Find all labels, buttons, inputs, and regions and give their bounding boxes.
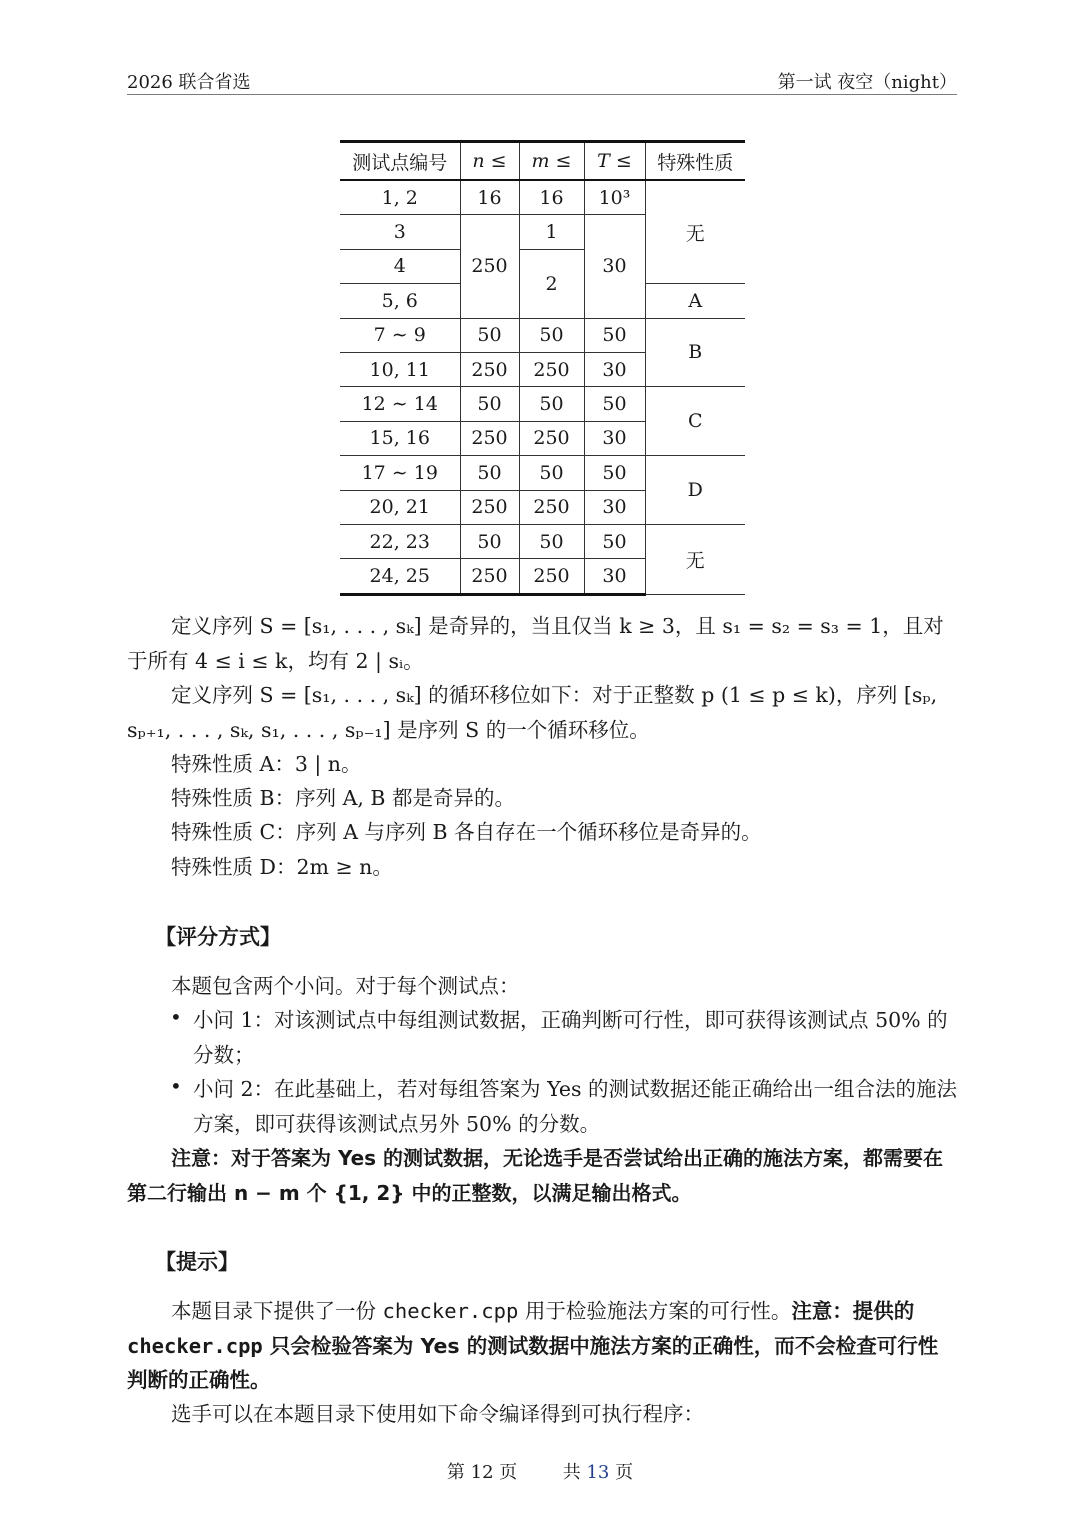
scoring-note: 注意：对于答案为 Yes 的测试数据，无论选手是否尝试给出正确的施法方案，都需要在第二行输出 n − m 个 {1, 2} 中的正整数，以满足输出格式。	[127, 1146, 944, 1205]
table-header-row	[340, 142, 745, 181]
hint-note: 只会检验答案为 Yes 的测试数据中施法方案的正确性，而不会检查可行性判断的正确性。	[127, 1333, 939, 1392]
table-cell: 7 ∼ 9	[340, 318, 460, 352]
table-header: 测试点编号	[340, 142, 460, 181]
scoring-item-1: 小问 1：对该测试点中每组测试数据，正确判断可行性，即可获得该测试点 50% 的分数；	[193, 1008, 948, 1067]
table-cell: 50	[519, 318, 584, 352]
checker-filename: checker.cpp	[127, 1333, 263, 1358]
table-cell: B	[645, 318, 745, 387]
table-cell: 30	[584, 421, 645, 455]
table-cell: 30	[584, 559, 645, 594]
table-cell: 50	[584, 524, 645, 558]
table-cell: 50	[460, 456, 519, 490]
table-cell: 250	[460, 215, 519, 318]
table-cell: 50	[584, 318, 645, 352]
header-right: 第一试 夜空（night）	[777, 72, 957, 93]
table-cell: 17 ∼ 19	[340, 456, 460, 490]
table-cell: 15, 16	[340, 421, 460, 455]
table-cell: 50	[584, 387, 645, 421]
table-cell: 50	[460, 387, 519, 421]
page-footer	[0, 1458, 1080, 1484]
definition-cyclic-shift: 定义序列 S = [s₁, . . . , sₖ] 的循环移位如下：对于正整数 p (1 ≤ p ≤ k)，序列 [sₚ, sₚ₊₁, . . . , sₖ, s₁, . . . , sₚ₋₁] 是序列 S 的一个循环移位。	[127, 683, 938, 742]
table-cell: 16	[519, 180, 584, 215]
property-d: 特殊性质 D：2m ≥ n。	[171, 855, 393, 879]
page-header	[127, 66, 957, 95]
scoring-item-2: 小问 2：在此基础上，若对每组答案为 Yes 的测试数据还能正确给出一组合法的施法方案，即可获得该测试点另外 50% 的分数。	[193, 1077, 957, 1136]
property-a: 特殊性质 A：3 | n。	[171, 752, 362, 776]
table-cell: 2	[519, 249, 584, 318]
table-cell: 50	[519, 456, 584, 490]
hint-text: 用于检验施法方案的可行性。	[518, 1299, 792, 1323]
table-cell: 5, 6	[340, 284, 460, 318]
table-cell: 10³	[584, 180, 645, 215]
table-cell: 50	[519, 524, 584, 558]
table-cell: 20, 21	[340, 490, 460, 524]
table-cell: 无	[645, 180, 745, 284]
property-c: 特殊性质 C：序列 A 与序列 B 各自存在一个循环移位是奇异的。	[171, 820, 762, 844]
table-row	[340, 456, 745, 490]
table-header: T ≤	[584, 142, 645, 181]
testcase-table	[340, 140, 745, 596]
table-cell: C	[645, 387, 745, 456]
scoring-heading: 【评分方式】	[155, 925, 281, 949]
table-cell: 22, 23	[340, 524, 460, 558]
hint-paragraph	[127, 1294, 957, 1398]
table-cell: 250	[519, 421, 584, 455]
table-cell: 30	[584, 490, 645, 524]
table-cell: 1, 2	[340, 180, 460, 215]
table-cell: 250	[460, 421, 519, 455]
table-cell: 4	[340, 249, 460, 283]
table-cell: 250	[460, 559, 519, 594]
table-row	[340, 318, 745, 352]
table-cell: 30	[584, 352, 645, 386]
table-cell: D	[645, 456, 745, 525]
page-total-link[interactable]: 13	[586, 1462, 610, 1483]
scoring-intro: 本题包含两个小问。对于每个测试点：	[171, 974, 520, 998]
page-total-prefix: 共	[562, 1462, 587, 1483]
table-cell: 50	[460, 318, 519, 352]
table-cell: 无	[645, 524, 745, 594]
table-cell: 1	[519, 215, 584, 249]
table-cell: 10, 11	[340, 352, 460, 386]
table-cell: 250	[460, 490, 519, 524]
table-row	[340, 524, 745, 558]
table-cell: 24, 25	[340, 559, 460, 594]
table-cell: 250	[519, 559, 584, 594]
table-cell: 50	[519, 387, 584, 421]
table-cell: 50	[584, 456, 645, 490]
table-cell: A	[645, 284, 745, 318]
header-left: 2026 联合省选	[127, 72, 251, 93]
page-number: 第 12 页	[446, 1462, 518, 1483]
checker-filename: checker.cpp	[382, 1299, 519, 1323]
definition-singular: 定义序列 S = [s₁, . . . , sₖ] 是奇异的，当且仅当 k ≥ 3，且 s₁ = s₂ = s₃ = 1，且对于所有 4 ≤ i ≤ k，均有 2 | sᵢ。	[127, 614, 944, 673]
hint-heading: 【提示】	[155, 1250, 239, 1274]
page-total-suffix: 页	[609, 1462, 634, 1483]
table-row	[340, 387, 745, 421]
table-cell: 250	[460, 352, 519, 386]
table-cell: 30	[584, 215, 645, 318]
table-header: 特殊性质	[645, 142, 745, 181]
hint-compile: 选手可以在本题目录下使用如下命令编译得到可执行程序：	[171, 1402, 704, 1426]
hint-text: 本题目录下提供了一份	[171, 1299, 383, 1323]
bullet-icon: •	[170, 1005, 182, 1029]
table-header: m ≤	[519, 142, 584, 181]
table-cell: 50	[460, 524, 519, 558]
property-b: 特殊性质 B：序列 A, B 都是奇异的。	[171, 786, 516, 810]
hint-note: 注意：提供的	[791, 1299, 915, 1323]
table-cell: 250	[519, 490, 584, 524]
bullet-icon: •	[170, 1074, 182, 1098]
table-cell: 250	[519, 352, 584, 386]
table-cell: 16	[460, 180, 519, 215]
table-cell: 3	[340, 215, 460, 249]
table-header: n ≤	[460, 142, 519, 181]
table-cell: 12 ∼ 14	[340, 387, 460, 421]
table-row	[340, 180, 745, 215]
